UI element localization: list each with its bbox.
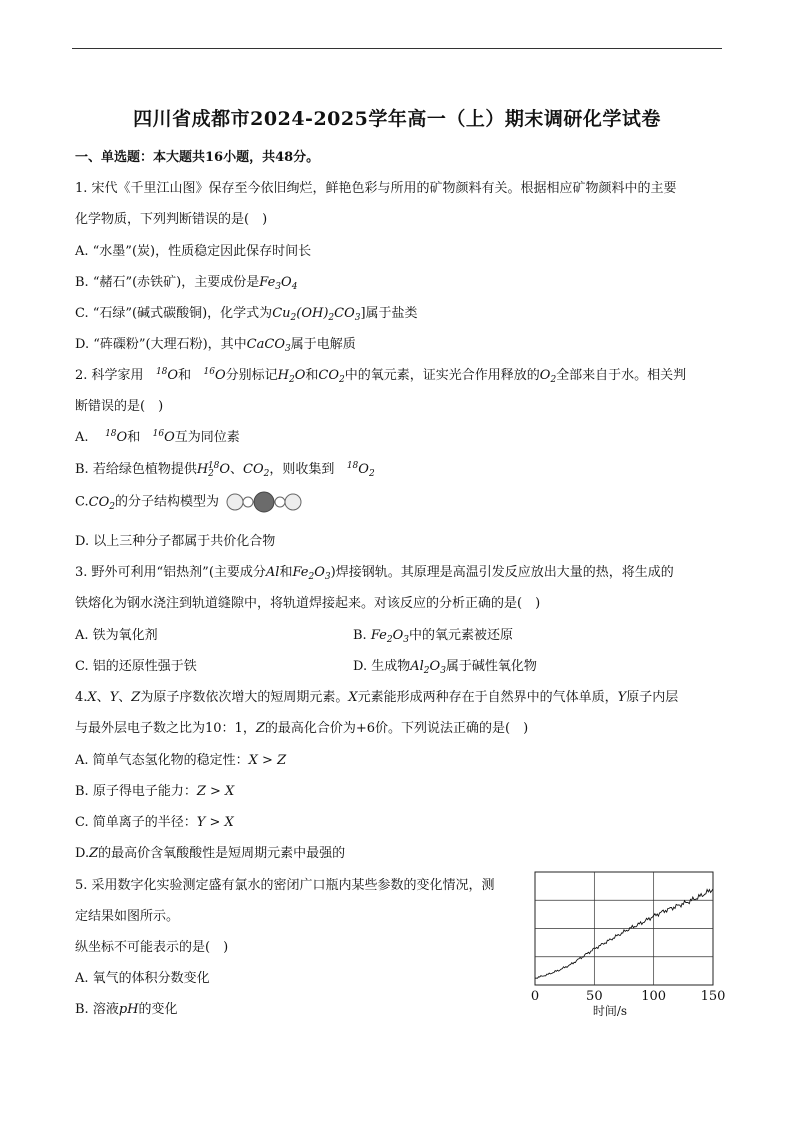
x-tick-label: 100	[641, 989, 667, 1004]
section-heading: 一、单选题：本大题共16小题，共48分。	[75, 150, 320, 165]
q3-stem-line1: 3. 野外可利用“铝热剂”(主要成分Al和$Fe_2O_3$)焊接钢轨。其原理是高温引发反应放出大量的热，将生成的	[75, 565, 674, 582]
x-tick-label: 0	[530, 989, 540, 1004]
q1-option-a: A. “水墨”(炭)，性质稳定因此保存时间长	[75, 244, 312, 259]
q2-option-a: A. $^{18}$O和 $^{16}$O互为同位素	[75, 429, 240, 445]
q4-option-b: B. 原子得电子能力：Z > X	[75, 784, 235, 799]
q5-option-b: B. 溶液pH的变化	[75, 1002, 178, 1017]
q4-option-a: A. 简单气态氢化物的稳定性：X > Z	[75, 753, 287, 768]
x-axis-label: 时间/s	[592, 1004, 628, 1018]
q2-option-c: $C.CO_2$的分子结构模型为	[75, 490, 303, 514]
header-rule	[72, 48, 722, 49]
q1-stem-line2: 化学物质，下列判断错误的是( )	[75, 212, 268, 227]
series-line	[535, 889, 713, 979]
q5-stem-line1: 5. 采用数字化实验测定盛有氯水的密闭广口瓶内某些参数的变化情况，测	[75, 878, 495, 893]
page-title: 四川省成都市2024-2025学年高一（上）期末调研化学试卷	[133, 108, 661, 130]
q3-option-c: C. 铝的还原性强于铁	[75, 659, 197, 674]
q3-stem-line2: 铁熔化为钢水浇注到轨道缝隙中，将轨道焊接起来。对该反应的分析正确的是( )	[75, 596, 541, 611]
q2-stem-line2: 断错误的是( )	[75, 399, 164, 414]
q3-option-a: A. 铁为氧化剂	[75, 628, 158, 643]
q3-option-b: B. $Fe_2O_3$中的氧元素被还原	[353, 628, 513, 645]
q5-line-chart	[525, 870, 725, 1025]
q3-option-d: D. 生成物$Al_2O_3$属于碱性氧化物	[353, 659, 537, 676]
q2-option-d: D. 以上三种分子都属于共价化合物	[75, 534, 276, 549]
q1-stem-line1: 1. 宋代《千里江山图》保存至今依旧绚烂，鲜艳色彩与所用的矿物颜料有关。根据相应矿物颜料中的主要	[75, 181, 677, 196]
q4-stem-line2: 与最外层电子数之比为10：1，Z的最高化合价为+6价。下列说法正确的是( )	[75, 721, 529, 736]
q4-option-d: D.Z的最高价含氧酸酸性是短周期元素中最强的	[75, 846, 346, 861]
q2-stem-line1: 2. 科学家用 $^{18}$O和 $^{16}$O分别标记$H_2O$和$CO_2$中的氧元素，证实光合作用释放的$O_2$全部来自于水。相关判	[75, 367, 687, 385]
q4-stem-line1: 4.X、Y、Z为原子序数依次增大的短周期元素。X元素能形成两种存在于自然界中的气体单质，Y原子内层	[75, 690, 679, 705]
q4-option-c: C. 简单离子的半径：Y > X	[75, 815, 234, 830]
q5-stem-line2: 定结果如图所示。	[75, 909, 180, 924]
x-tick-label: 50	[586, 989, 603, 1004]
x-tick-label: 150	[700, 989, 725, 1004]
q1-option-b: B. “赭石”(赤铁矿)，主要成份是$Fe_3O_4$	[75, 275, 298, 292]
q2-option-b: B. 若给绿色植物提供$H_2^{18}O$、$CO_2$，则收集到 $^{18}O_2$	[75, 461, 375, 479]
q5-option-a: A. 氧气的体积分数变化	[75, 971, 210, 986]
q1-option-d: D. “砗磲粉”(大理石粉)，其中CaCO$_3$属于电解质	[75, 337, 356, 354]
q1-option-c: C. “石绿”(碱式碳酸铜)，化学式为$Cu_2(OH)_2CO_3$]属于盐类	[75, 306, 418, 323]
q5-stem-line3: 纵坐标不可能表示的是( )	[75, 940, 229, 955]
co2-molecule-model	[225, 490, 303, 514]
